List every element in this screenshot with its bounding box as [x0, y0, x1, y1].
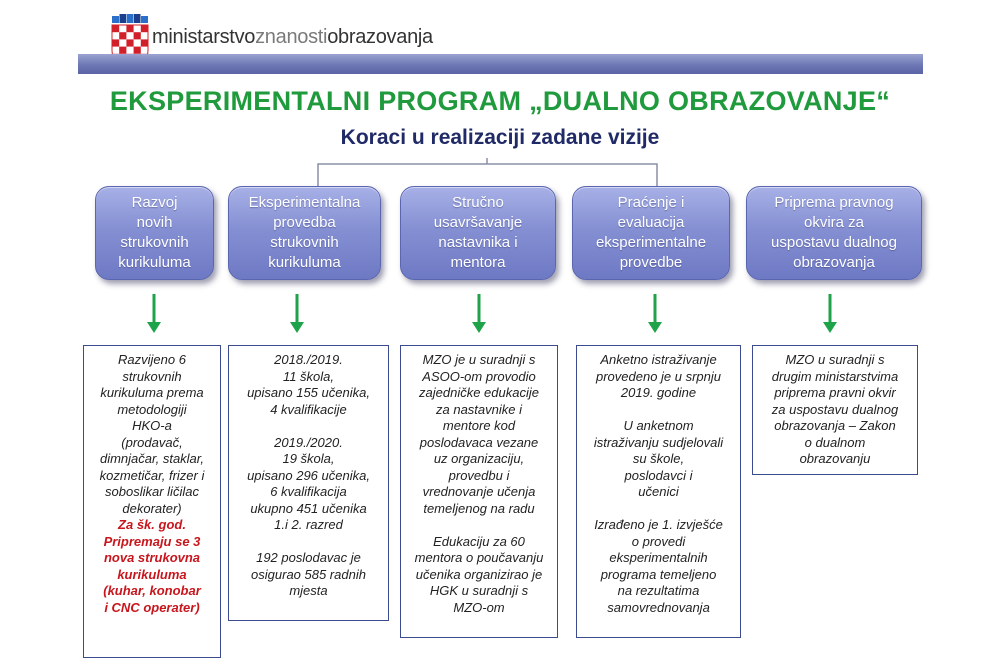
- detail-box-monitoring-evaluation: [576, 345, 741, 638]
- detail-text: 2018./2019. 11 škola, upisano 155 učenika, 4 kvalifikacije 2019./2020. 19 škola, upisano 296 učenika, 6 kvalifikacija ukupno 451 učenika 1.i 2. razred 192 poslodavac je osigurao 585 radnih mjesta: [247, 352, 370, 598]
- brand-part-3: obrazovanja: [327, 26, 433, 48]
- step-box-experimental-implementation: Eksperimentalna provedba strukovnih kurikuluma: [228, 186, 381, 280]
- down-arrow-icon: [823, 294, 837, 334]
- down-arrow-icon: [147, 294, 161, 334]
- detail-text: MZO je u suradnji s ASOO-om provodio zajedničke edukacije za nastavnike i mentore kod poslodavaca vezane uz organizaciju, provedbu i vrednovanje učenja temeljenog na radu Edukaciju za 60 mentora o poučavanju učenika organizirao je HGK u suradnji s MZO-om: [414, 352, 544, 615]
- detail-box-teacher-training: [400, 345, 558, 638]
- down-arrow-icon: [472, 294, 486, 334]
- detail-text: Razvijeno 6 strukovnih kurikuluma prema metodologiji HKO-a (prodavač, dimnjačar, staklar, kozmetičar, frizer i soboslikar ličilac dekorater): [99, 352, 205, 516]
- down-arrow-icon: [648, 294, 662, 334]
- step-box-monitoring-evaluation: Praćenje i evaluacija eksperimentalne provedbe: [572, 186, 730, 280]
- detail-text: Anketno istraživanje provedeno je u srpnju 2019. godine U anketnom istraživanju sudjelovali su škole, poslodavci i učenici Izrađeno je 1. izvješće o provedi eksperimentalnih programa temeljeno na rezultatima samovrednovanja: [593, 352, 724, 615]
- step-box-legal-framework: Priprema pravnog okvira za uspostavu dualnog obrazovanja: [746, 186, 922, 280]
- detail-box-curriculum-development: [83, 345, 221, 658]
- detail-highlight-text: Za šk. god. Pripremaju se 3 nova strukovna kurikuluma (kuhar, konobar i CNC operater): [103, 517, 201, 615]
- detail-box-experimental-implementation: [228, 345, 389, 621]
- step-box-teacher-training: Stručno usavršavanje nastavnika i mentora: [400, 186, 556, 280]
- down-arrow-icon: [290, 294, 304, 334]
- page-title: EKSPERIMENTALNI PROGRAM „DUALNO OBRAZOVANJE“: [109, 86, 891, 116]
- detail-text: MZO u suradnji s drugim ministarstvima priprema pravni okvir za uspostavu dualnog obrazovanja – Zakon o dualnom obrazovanju: [771, 352, 899, 466]
- page-subtitle: Koraci u realizaciji zadane vizije: [340, 126, 660, 149]
- step-box-curriculum-development: Razvoj novih strukovnih kurikuluma: [95, 186, 214, 280]
- detail-box-legal-framework: [752, 345, 918, 475]
- brand-part-2: znanosti: [255, 26, 328, 48]
- brand-part-1: ministarstvo: [152, 26, 256, 48]
